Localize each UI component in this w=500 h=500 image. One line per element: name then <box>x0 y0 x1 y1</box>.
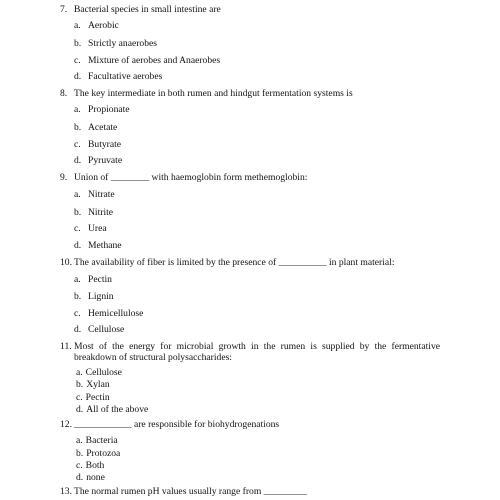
option: d. Methane <box>74 240 122 251</box>
option: a. Cellulose <box>76 367 122 378</box>
option: b. Acetate <box>74 122 118 133</box>
question-text: ____________ are responsible for biohydrogenations <box>74 419 280 430</box>
question-number: 11. <box>60 341 72 352</box>
option: c. Urea <box>74 223 107 234</box>
question-number: 8. <box>60 88 68 99</box>
option: c. Both <box>76 460 105 471</box>
question-number: 7. <box>60 4 68 15</box>
question-text: Union of ________ with haemoglobin form methemoglobin: <box>74 172 308 183</box>
option: d. Pyruvate <box>74 155 123 166</box>
option: c. Hemicellulose <box>74 308 144 319</box>
question-text: The normal rumen pH values usually range from _________ <box>74 486 307 497</box>
question-number: 13. <box>60 486 72 497</box>
question-number: 9. <box>60 172 68 183</box>
question-number: 10. <box>60 257 72 268</box>
option: a. Aerobic <box>74 20 119 31</box>
option: a. Bacteria <box>76 435 118 446</box>
option: c. Butyrate <box>74 139 122 150</box>
question-text: The availability of fiber is limited by the presence of __________ in plant material: <box>74 257 395 268</box>
question-text: Most of the energy for microbial growth in the rumen is supplied by the fermentative breakdown of structural polysaccharides: <box>74 341 440 363</box>
option: b. Strictly anaerobes <box>74 38 157 49</box>
option: d. Cellulose <box>74 324 125 335</box>
option: b. Lignin <box>74 291 114 302</box>
option: b. Xylan <box>76 379 110 390</box>
option: c. Pectin <box>76 392 110 403</box>
option: b. Protozoa <box>76 448 121 459</box>
question-text: Bacterial species in small intestine are <box>74 4 221 15</box>
option: c. Mixture of aerobes and Anaerobes <box>74 55 221 66</box>
option: a. Propionate <box>74 104 130 115</box>
question-text: The key intermediate in both rumen and hindgut fermentation systems is <box>74 88 353 99</box>
option: d. Facultative aerobes <box>74 71 163 82</box>
option: d. none <box>76 472 105 483</box>
option: b. Nitrite <box>74 207 114 218</box>
question-number: 12. <box>60 419 72 430</box>
option: a. Pectin <box>74 274 112 285</box>
option: a. Nitrate <box>74 189 115 200</box>
option: d. All of the above <box>76 404 149 415</box>
